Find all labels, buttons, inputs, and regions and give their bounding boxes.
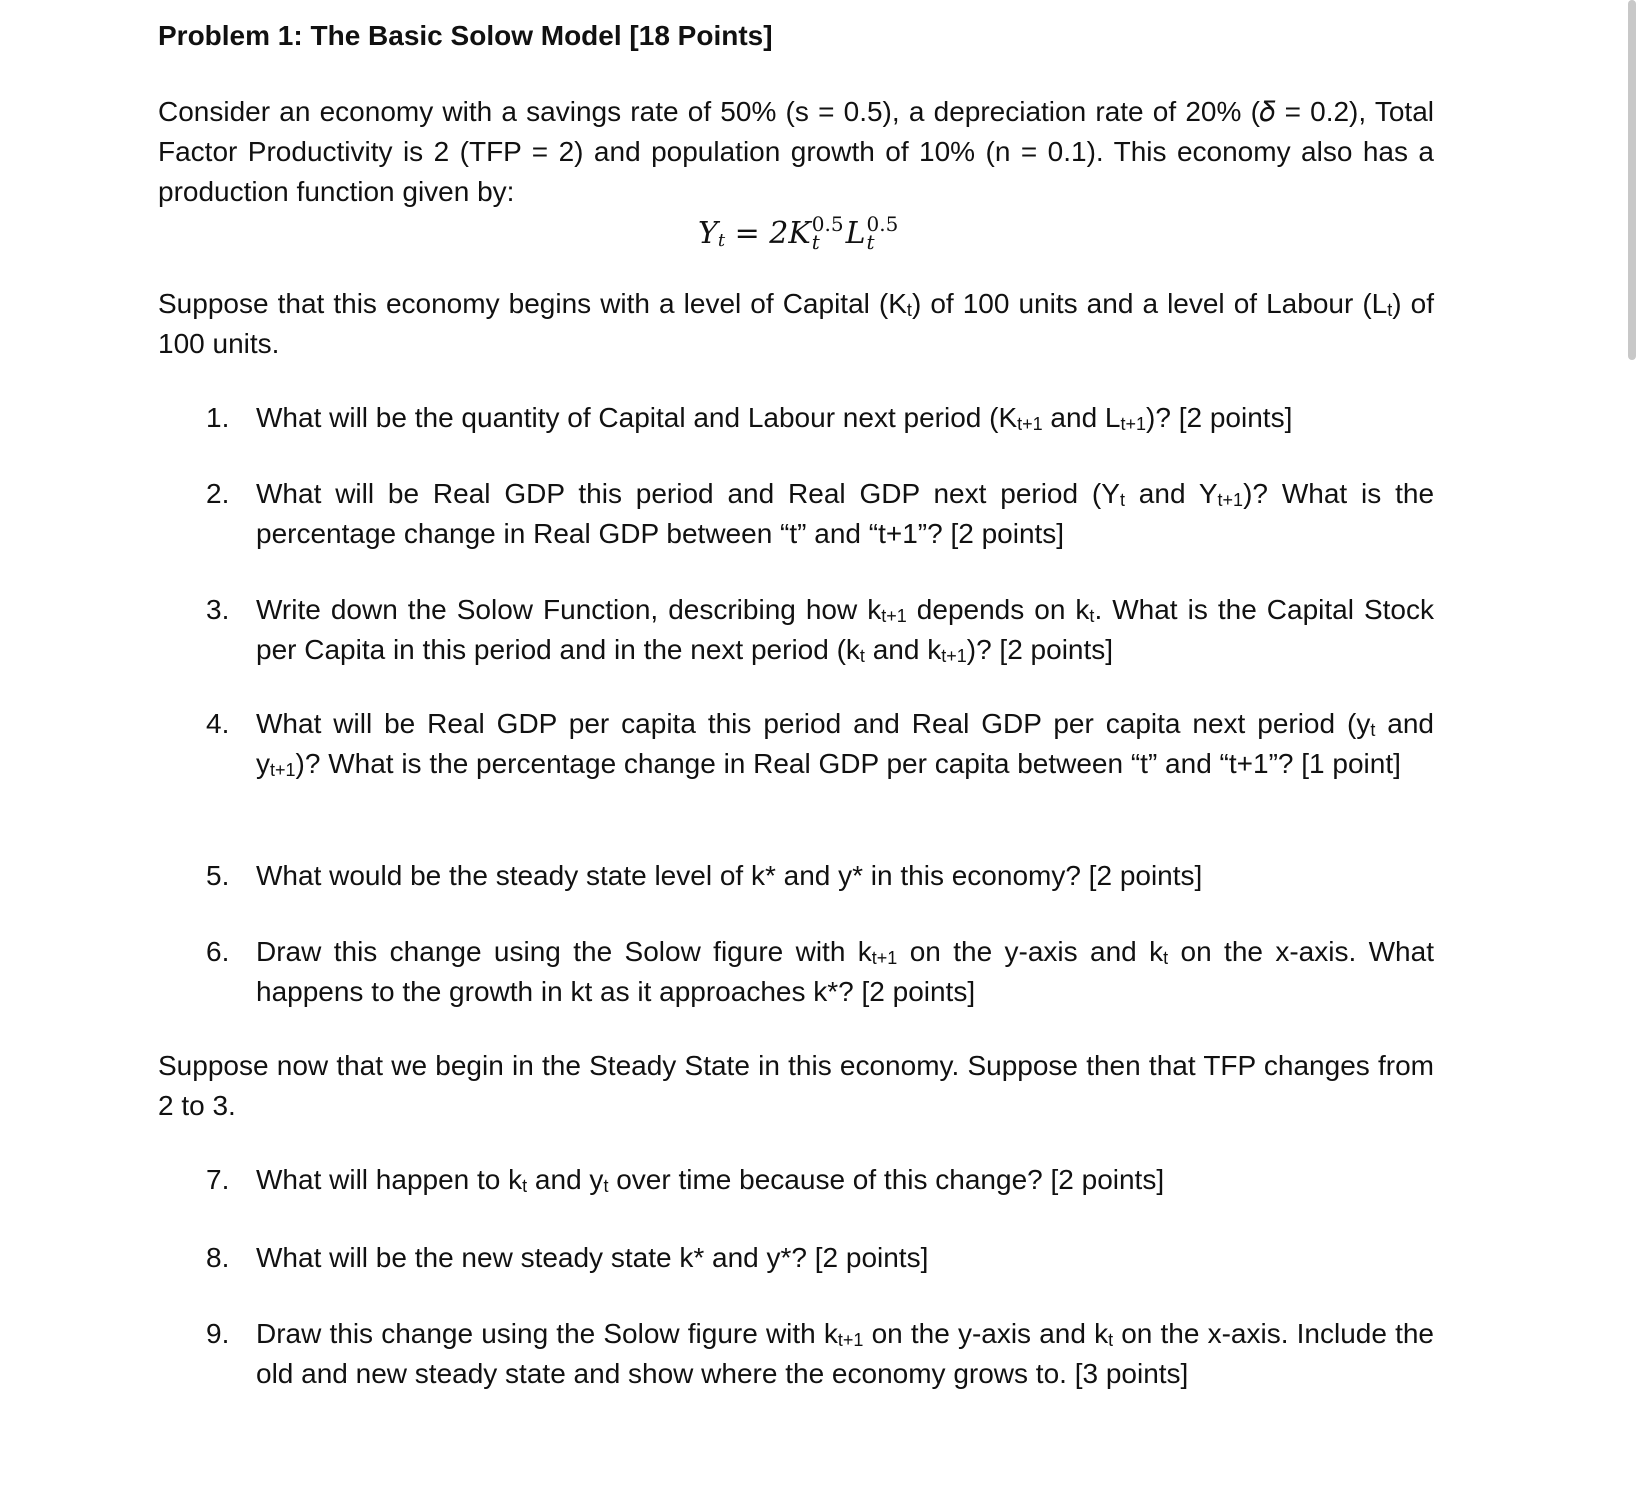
question-number: 8.: [206, 1242, 230, 1273]
suppose-steady-state-text: Suppose now that we begin in the Steady State in this economy. Suppose then that TFP changes from 2 to 3.: [158, 1050, 1434, 1121]
question-8: [206, 1238, 1434, 1278]
question-text: What will be Real GDP this period and Real GDP next period ($Y_t$ and $Y_{t+1}$)? What is the percentage change in Real GDP between “t” and “t+1”? [2 points]: [256, 478, 1435, 549]
question-number: 6.: [206, 936, 230, 967]
question-text: What will be Real GDP per capita this period and Real GDP per capita next period ($y_t$ and $y_{t+1}$)? What is the percentage change in Real GDP per capita between “t” and “t+1”? [1 point]: [256, 708, 1435, 780]
question-4: [206, 704, 1434, 784]
eq-equals: =: [734, 216, 760, 251]
suppose1-b: ) of 100 units and a level of Labour (L: [911, 288, 1388, 319]
eq-l-sup: 0.5: [866, 212, 899, 236]
eq-l: L: [845, 216, 866, 251]
suppose1-c: ) of 100 units.: [158, 288, 1434, 359]
question-text: What will be the quantity of Capital and Labour next period ($K_{t+1}$ and $L_{t+1}$)? [2 points]: [256, 402, 1293, 434]
eq-l-exponent: [867, 214, 899, 252]
suppose-initial-paragraph: [158, 284, 1434, 364]
question-9: [206, 1314, 1434, 1394]
eq-lhs: Y: [698, 216, 718, 251]
question-7: [206, 1160, 1434, 1200]
question-number: 7.: [206, 1164, 230, 1195]
eq-k-sub: t: [811, 230, 820, 254]
question-text: What would be the steady state level of k* and y* in this economy? [2 points]: [256, 860, 1203, 891]
question-1: [206, 398, 1434, 438]
vertical-scrollbar[interactable]: [1628, 0, 1636, 360]
intro-text: Consider an economy with a savings rate of 50% (s = 0.5), a depreciation rate of 20% (𝛿 = 0.2), Total Factor Productivity is 2 (TFP = 2) and population growth of 10% (n = 0.1). This economy also has a production function given by:: [158, 96, 1434, 207]
question-number: 5.: [206, 860, 230, 891]
eq-coef: 2K: [769, 216, 811, 251]
question-3: [206, 590, 1434, 670]
question-text: Draw this change using the Solow figure with $k_{t+1}$ on the y-axis and $k_t$ on the x-axis. What happens to the growth in kt as it approaches k*? [2 points]: [256, 936, 1434, 1007]
suppose1-a: Suppose that this economy begins with a level of Capital (K: [158, 288, 907, 319]
question-5: [206, 856, 1434, 896]
question-text: Draw this change using the Solow figure with $k_{t+1}$ on the y-axis and $k_t$ on the x-axis. Include the old and new steady state and show where the economy grows to. [3 points]: [256, 1318, 1434, 1389]
production-function-equation: [698, 212, 900, 256]
suppose-initial-text: [158, 284, 1434, 364]
question-text: What will be the new steady state k* and y*? [2 points]: [256, 1242, 929, 1273]
question-number: 4.: [206, 708, 230, 739]
problem-title: Problem 1: The Basic Solow Model [18 Points]: [158, 20, 773, 51]
question-2: [206, 474, 1434, 554]
question-number: 3.: [206, 594, 230, 625]
suppose1-sub1: t: [906, 300, 912, 320]
intro-paragraph: [158, 92, 1434, 212]
question-number: 2.: [206, 478, 230, 509]
eq-lhs-sub: t: [717, 230, 726, 251]
question-number: 9.: [206, 1318, 230, 1349]
question-number: 1.: [206, 402, 230, 433]
suppose1-sub2: t: [1387, 300, 1393, 320]
eq-l-sub: t: [866, 230, 875, 254]
question-text: Write down the Solow Function, describing how $k_{t+1}$ depends on $k_t$. What is the Capital Stock per Capita in this period and in the next period ($k_t$ and $k_{t+1}$)? [2 points]: [256, 594, 1434, 666]
suppose-steady-state-paragraph: [158, 1046, 1434, 1126]
eq-k-sup: 0.5: [811, 212, 844, 236]
eq-k-exponent: [812, 214, 844, 252]
question-text: What will happen to $k_t$ and $y_t$ over time because of this change? [2 points]: [256, 1164, 1165, 1196]
question-6: [206, 932, 1434, 1012]
